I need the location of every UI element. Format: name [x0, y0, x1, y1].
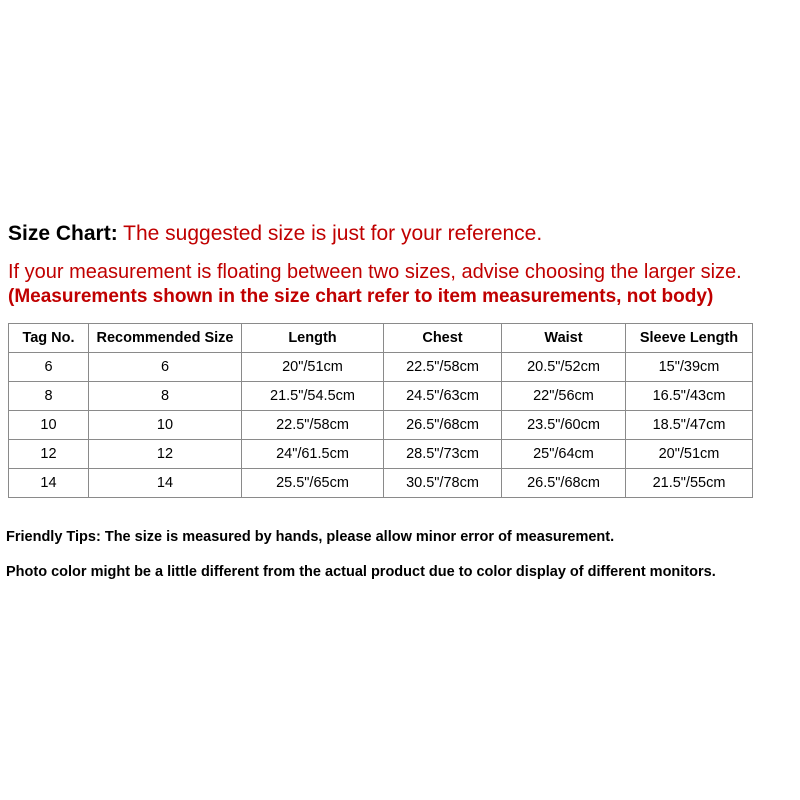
cell-length: 20"/51cm [242, 353, 384, 382]
table-row [9, 440, 753, 469]
size-chart-label: Size Chart [8, 222, 111, 245]
friendly-tip: Friendly Tips: The size is measured by hands, please allow minor error of measurement. [6, 529, 615, 545]
cell-waist: 20.5"/52cm [502, 353, 626, 382]
table-row [9, 382, 753, 411]
cell-waist: 25"/64cm [502, 440, 626, 469]
cell-chest: 22.5"/58cm [384, 353, 502, 382]
cell-sleeve-length: 16.5"/43cm [626, 382, 753, 411]
header-length: Length [242, 324, 384, 353]
header-sleeve-length: Sleeve Length [626, 324, 753, 353]
cell-recommended-size: 14 [89, 469, 242, 498]
cell-sleeve-length: 21.5"/55cm [626, 469, 753, 498]
cell-waist: 22"/56cm [502, 382, 626, 411]
table-row [9, 353, 753, 382]
cell-tag-no: 8 [9, 382, 89, 411]
cell-chest: 28.5"/73cm [384, 440, 502, 469]
cell-tag-no: 6 [9, 353, 89, 382]
size-chart-colon: : [110, 222, 118, 245]
cell-recommended-size: 12 [89, 440, 242, 469]
cell-chest: 24.5"/63cm [384, 382, 502, 411]
cell-length: 22.5"/58cm [242, 411, 384, 440]
measurement-note: (Measurements shown in the size chart refer to item measurements, not body) [8, 286, 714, 307]
reference-note: The suggested size is just for your reference. [117, 222, 543, 245]
cell-tag-no: 12 [9, 440, 89, 469]
header-waist: Waist [502, 324, 626, 353]
header-tag-no: Tag No. [9, 324, 89, 353]
cell-tag-no: 10 [9, 411, 89, 440]
cell-chest: 26.5"/68cm [384, 411, 502, 440]
header-chest: Chest [384, 324, 502, 353]
table-header-row [9, 324, 753, 353]
cell-recommended-size: 8 [89, 382, 242, 411]
cell-sleeve-length: 20"/51cm [626, 440, 753, 469]
cell-length: 21.5"/54.5cm [242, 382, 384, 411]
cell-sleeve-length: 18.5"/47cm [626, 411, 753, 440]
size-chart-title [8, 222, 542, 246]
cell-sleeve-length: 15"/39cm [626, 353, 753, 382]
cell-recommended-size: 6 [89, 353, 242, 382]
table-row [9, 411, 753, 440]
cell-length: 24"/61.5cm [242, 440, 384, 469]
cell-waist: 23.5"/60cm [502, 411, 626, 440]
cell-chest: 30.5"/78cm [384, 469, 502, 498]
table-row [9, 469, 753, 498]
header-recommended-size: Recommended Size [89, 324, 242, 353]
cell-length: 25.5"/65cm [242, 469, 384, 498]
cell-tag-no: 14 [9, 469, 89, 498]
cell-waist: 26.5"/68cm [502, 469, 626, 498]
cell-recommended-size: 10 [89, 411, 242, 440]
size-table [8, 323, 753, 498]
advise-note: If your measurement is floating between two sizes, advise choosing the larger size. [8, 261, 742, 283]
photo-color-tip: Photo color might be a little different from the actual product due to color display of different monitors. [6, 564, 716, 580]
